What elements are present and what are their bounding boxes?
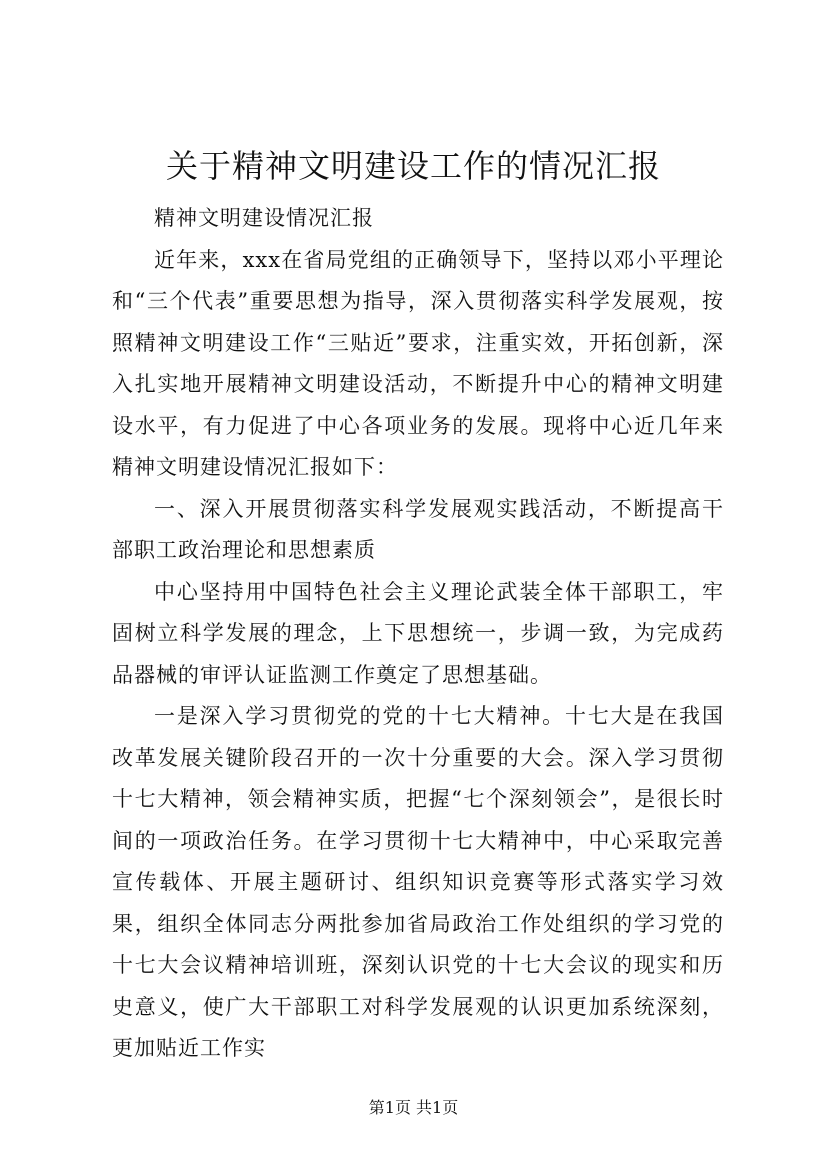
- paragraph-subtitle: 精神文明建设情况汇报: [154, 206, 374, 230]
- document-body: [112, 198, 724, 1070]
- document-title: 关于精神文明建设工作的情况汇报: [165, 147, 661, 185]
- page-footer: 第1页 共1页: [368, 1098, 459, 1117]
- paragraph-point-1: 一是深入学习贯彻党的党的十七大精神。十七大是在我国改革发展关键阶段召开的一次十分重要的大会。深入学习贯彻十七大精神，领会精神实质，把握“七个深刻领会”，是很长时间的一项政治任务。在学习贯彻十七大精神中，中心采取完善宣传载体、开展主题研讨、组织知识竞赛等形式落实学习效果，组织全体同志分两批参加省局政治工作处组织的学习党的十七大会议精神培训班，深刻认识党的十七大会议的现实和历史意义，使广大干部职工对科学发展观的认识更加系统深刻，更加贴近工作实: [112, 704, 724, 1060]
- paragraph-intro: 近年来，xxx在省局党组的正确领导下，坚持以邓小平理论和“三个代表”重要思想为指导，深入贯彻落实科学发展观，按照精神文明建设工作“三贴近”要求，注重实效，开拓创新，深入扎实地开展精神文明建设活动，不断提升中心的精神文明建设水平，有力促进了中心各项业务的发展。现将中心近几年来精神文明建设情况汇报如下：: [112, 247, 724, 479]
- section-heading-1: 一、深入开展贯彻落实科学发展观实践活动，不断提高干部职工政治理论和思想素质: [112, 496, 724, 562]
- paragraph-section-1-summary: 中心坚持用中国特色社会主义理论武装全体干部职工，牢固树立科学发展的理念，上下思想统一，步调一致，为完成药品器械的审评认证监测工作奠定了思想基础。: [112, 579, 724, 687]
